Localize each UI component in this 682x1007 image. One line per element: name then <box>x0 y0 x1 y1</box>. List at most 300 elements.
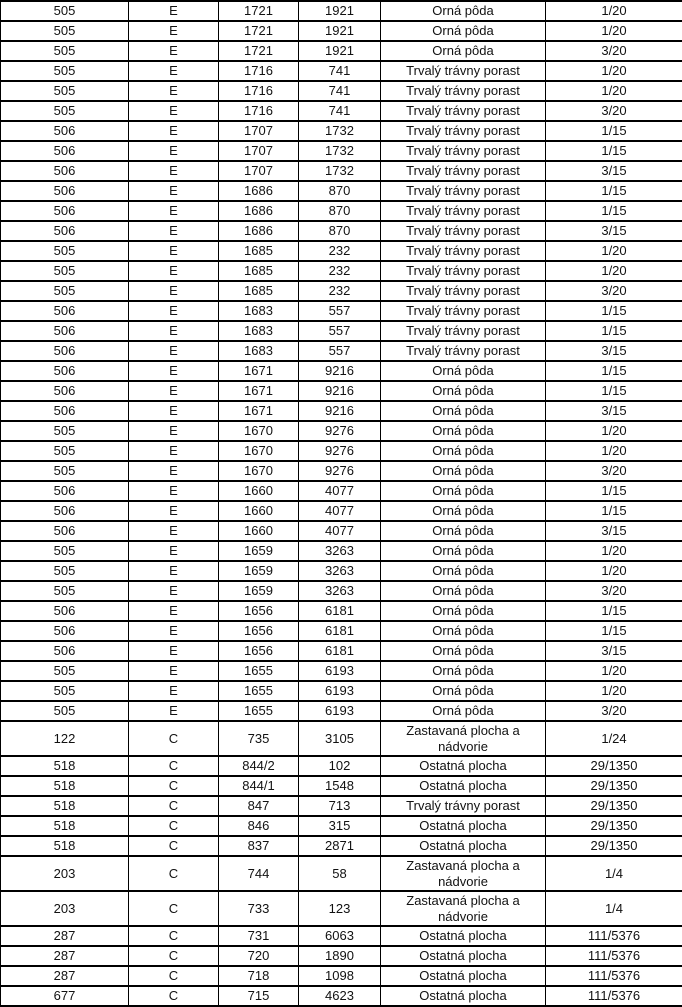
table-cell: 518 <box>1 816 129 836</box>
table-cell: E <box>129 181 219 201</box>
table-cell: 557 <box>299 301 381 321</box>
table-cell: 506 <box>1 141 129 161</box>
table-row <box>1 21 682 41</box>
table-cell: 1656 <box>219 601 299 621</box>
table-cell: 1/15 <box>546 361 682 381</box>
table-cell: 518 <box>1 756 129 776</box>
table-cell: 3/15 <box>546 401 682 421</box>
table-cell: E <box>129 681 219 701</box>
table-cell: 1655 <box>219 661 299 681</box>
table-cell: 1/15 <box>546 181 682 201</box>
table-cell: Ostatná plocha <box>381 986 546 1006</box>
table-cell: Orná pôda <box>381 561 546 581</box>
table-cell: Orná pôda <box>381 601 546 621</box>
table-cell: E <box>129 21 219 41</box>
table-cell: Zastavaná plocha a nádvorie <box>381 891 546 926</box>
table-cell: 505 <box>1 441 129 461</box>
table-cell: 505 <box>1 661 129 681</box>
table-cell: E <box>129 121 219 141</box>
table-cell: 1686 <box>219 181 299 201</box>
table-cell: 506 <box>1 121 129 141</box>
table-cell: 122 <box>1 721 129 756</box>
table-row <box>1 281 682 301</box>
table-body <box>1 1 682 1006</box>
table-cell: 2871 <box>299 836 381 856</box>
table-cell: 1716 <box>219 61 299 81</box>
table-cell: 506 <box>1 381 129 401</box>
table-cell: 718 <box>219 966 299 986</box>
table-cell: 506 <box>1 361 129 381</box>
table-cell: E <box>129 261 219 281</box>
table-cell: Ostatná plocha <box>381 756 546 776</box>
table-cell: C <box>129 836 219 856</box>
table-cell: 720 <box>219 946 299 966</box>
table-cell: 1/15 <box>546 301 682 321</box>
table-cell: 4077 <box>299 501 381 521</box>
table-cell: 1659 <box>219 561 299 581</box>
table-cell: 6181 <box>299 601 381 621</box>
table-cell: Orná pôda <box>381 441 546 461</box>
table-cell: 1685 <box>219 261 299 281</box>
table-cell: Trvalý trávny porast <box>381 61 546 81</box>
table-cell: 58 <box>299 856 381 891</box>
table-cell: 3/20 <box>546 281 682 301</box>
table-cell: C <box>129 946 219 966</box>
table-row <box>1 221 682 241</box>
table-cell: E <box>129 201 219 221</box>
table-row <box>1 421 682 441</box>
table-row <box>1 261 682 281</box>
table-cell: 506 <box>1 321 129 341</box>
table-cell: 3105 <box>299 721 381 756</box>
table-cell: 505 <box>1 81 129 101</box>
table-cell: 713 <box>299 796 381 816</box>
table-row <box>1 141 682 161</box>
table-cell: 287 <box>1 946 129 966</box>
table-cell: E <box>129 641 219 661</box>
table-cell: C <box>129 891 219 926</box>
table-cell: E <box>129 1 219 21</box>
table-cell: Orná pôda <box>381 1 546 21</box>
table-cell: 3/20 <box>546 41 682 61</box>
table-cell: E <box>129 501 219 521</box>
table-cell: E <box>129 241 219 261</box>
table-cell: 1/4 <box>546 891 682 926</box>
table-cell: 1/20 <box>546 681 682 701</box>
table-cell: C <box>129 856 219 891</box>
table-cell: 203 <box>1 856 129 891</box>
table-cell: 518 <box>1 776 129 796</box>
table-row <box>1 926 682 946</box>
table-cell: 3/15 <box>546 161 682 181</box>
table-cell: 29/1350 <box>546 816 682 836</box>
table-cell: 844/2 <box>219 756 299 776</box>
table-cell: Ostatná plocha <box>381 946 546 966</box>
table-cell: 1659 <box>219 541 299 561</box>
table-cell: 1683 <box>219 341 299 361</box>
table-cell: E <box>129 481 219 501</box>
table-cell: 1716 <box>219 101 299 121</box>
table-cell: E <box>129 621 219 641</box>
table-cell: 506 <box>1 621 129 641</box>
table-cell: 1686 <box>219 201 299 221</box>
table-cell: 1/20 <box>546 561 682 581</box>
table-cell: 1/4 <box>546 856 682 891</box>
table-row <box>1 481 682 501</box>
table-cell: 1/20 <box>546 261 682 281</box>
table-cell: 1/15 <box>546 321 682 341</box>
table-cell: 3/15 <box>546 221 682 241</box>
table-cell: 1732 <box>299 121 381 141</box>
table-cell: 1/20 <box>546 241 682 261</box>
table-cell: Trvalý trávny porast <box>381 341 546 361</box>
table-cell: 1660 <box>219 481 299 501</box>
table-cell: 315 <box>299 816 381 836</box>
table-cell: Orná pôda <box>381 521 546 541</box>
table-row <box>1 796 682 816</box>
table-cell: 6063 <box>299 926 381 946</box>
table-cell: E <box>129 361 219 381</box>
table-cell: Orná pôda <box>381 701 546 721</box>
table-row <box>1 341 682 361</box>
table-cell: 1/24 <box>546 721 682 756</box>
table-cell: 1659 <box>219 581 299 601</box>
table-row <box>1 891 682 926</box>
table-cell: E <box>129 701 219 721</box>
table-row <box>1 966 682 986</box>
table-cell: 506 <box>1 601 129 621</box>
table-cell: Orná pôda <box>381 381 546 401</box>
table-row <box>1 756 682 776</box>
table-cell: E <box>129 141 219 161</box>
table-cell: 1/15 <box>546 501 682 521</box>
table-cell: Orná pôda <box>381 681 546 701</box>
table-cell: 287 <box>1 926 129 946</box>
table-cell: 870 <box>299 221 381 241</box>
table-cell: 1/20 <box>546 661 682 681</box>
table-row <box>1 776 682 796</box>
table-row <box>1 201 682 221</box>
table-cell: C <box>129 816 219 836</box>
table-cell: 123 <box>299 891 381 926</box>
table-cell: 505 <box>1 261 129 281</box>
table-cell: 1656 <box>219 641 299 661</box>
table-cell: E <box>129 61 219 81</box>
table-cell: 9276 <box>299 441 381 461</box>
table-cell: 287 <box>1 966 129 986</box>
table-cell: 3/15 <box>546 641 682 661</box>
table-cell: 1/20 <box>546 421 682 441</box>
table-row <box>1 521 682 541</box>
table-cell: 506 <box>1 641 129 661</box>
table-cell: 677 <box>1 986 129 1006</box>
table-cell: 1732 <box>299 161 381 181</box>
table-cell: 1721 <box>219 41 299 61</box>
table-cell: 557 <box>299 341 381 361</box>
table-cell: 232 <box>299 281 381 301</box>
table-cell: 1732 <box>299 141 381 161</box>
table-cell: 505 <box>1 61 129 81</box>
table-row <box>1 681 682 701</box>
table-cell: Orná pôda <box>381 401 546 421</box>
table-cell: 6181 <box>299 621 381 641</box>
table-cell: 6181 <box>299 641 381 661</box>
table-cell: 1/20 <box>546 1 682 21</box>
table-cell: 9216 <box>299 381 381 401</box>
table-cell: 3/20 <box>546 101 682 121</box>
table-cell: E <box>129 221 219 241</box>
table-cell: 1/15 <box>546 481 682 501</box>
table-cell: 1716 <box>219 81 299 101</box>
table-row <box>1 241 682 261</box>
table-cell: E <box>129 541 219 561</box>
table-cell: 1/15 <box>546 601 682 621</box>
table-row <box>1 321 682 341</box>
table-cell: 1670 <box>219 441 299 461</box>
table-row <box>1 856 682 891</box>
table-cell: 3/20 <box>546 701 682 721</box>
table-cell: 232 <box>299 241 381 261</box>
table-cell: Trvalý trávny porast <box>381 221 546 241</box>
table-cell: 1707 <box>219 141 299 161</box>
table-cell: E <box>129 521 219 541</box>
table-cell: Trvalý trávny porast <box>381 141 546 161</box>
table-cell: 557 <box>299 321 381 341</box>
table-cell: 505 <box>1 461 129 481</box>
table-cell: 518 <box>1 796 129 816</box>
table-cell: 846 <box>219 816 299 836</box>
table-row <box>1 61 682 81</box>
table-cell: 505 <box>1 421 129 441</box>
table-cell: 735 <box>219 721 299 756</box>
table-cell: C <box>129 796 219 816</box>
table-row <box>1 301 682 321</box>
table-cell: E <box>129 321 219 341</box>
table-cell: 844/1 <box>219 776 299 796</box>
table-row <box>1 721 682 756</box>
table-cell: Trvalý trávny porast <box>381 796 546 816</box>
table-cell: 506 <box>1 481 129 501</box>
table-cell: 1921 <box>299 41 381 61</box>
table-cell: 506 <box>1 181 129 201</box>
table-cell: Trvalý trávny porast <box>381 301 546 321</box>
table-cell: C <box>129 756 219 776</box>
table-cell: 1921 <box>299 1 381 21</box>
table-row <box>1 816 682 836</box>
table-cell: 3263 <box>299 561 381 581</box>
table-row <box>1 661 682 681</box>
table-cell: Orná pôda <box>381 421 546 441</box>
table-cell: 715 <box>219 986 299 1006</box>
table-row <box>1 836 682 856</box>
table-cell: 29/1350 <box>546 776 682 796</box>
table-row <box>1 441 682 461</box>
table-row <box>1 601 682 621</box>
table-row <box>1 101 682 121</box>
table-cell: 1/15 <box>546 381 682 401</box>
table-cell: 4077 <box>299 521 381 541</box>
table-cell: 505 <box>1 541 129 561</box>
table-cell: 870 <box>299 181 381 201</box>
table-row <box>1 41 682 61</box>
table-cell: Orná pôda <box>381 501 546 521</box>
table-cell: 505 <box>1 41 129 61</box>
table-cell: 505 <box>1 561 129 581</box>
table-cell: 847 <box>219 796 299 816</box>
table-cell: 744 <box>219 856 299 891</box>
table-cell: 1686 <box>219 221 299 241</box>
table-cell: E <box>129 561 219 581</box>
table-cell: Orná pôda <box>381 461 546 481</box>
table-cell: 506 <box>1 521 129 541</box>
table-row <box>1 946 682 966</box>
table-cell: 3/20 <box>546 581 682 601</box>
table-cell: 1/15 <box>546 121 682 141</box>
table-cell: Orná pôda <box>381 541 546 561</box>
table-row <box>1 401 682 421</box>
table-cell: 731 <box>219 926 299 946</box>
table-cell: Trvalý trávny porast <box>381 181 546 201</box>
table-cell: 4077 <box>299 481 381 501</box>
table-cell: 1890 <box>299 946 381 966</box>
table-cell: 505 <box>1 281 129 301</box>
table-cell: E <box>129 101 219 121</box>
table-cell: 102 <box>299 756 381 776</box>
table-cell: 9216 <box>299 361 381 381</box>
table-cell: 1/15 <box>546 141 682 161</box>
table-cell: C <box>129 986 219 1006</box>
table-cell: 505 <box>1 1 129 21</box>
table-cell: E <box>129 341 219 361</box>
table-cell: 1921 <box>299 21 381 41</box>
table-cell: 111/5376 <box>546 966 682 986</box>
table-cell: Trvalý trávny porast <box>381 261 546 281</box>
table-cell: Trvalý trávny porast <box>381 161 546 181</box>
table-cell: Ostatná plocha <box>381 816 546 836</box>
table-cell: Trvalý trávny porast <box>381 81 546 101</box>
table-cell: 6193 <box>299 661 381 681</box>
table-cell: 870 <box>299 201 381 221</box>
table-cell: C <box>129 926 219 946</box>
table-cell: E <box>129 301 219 321</box>
table-row <box>1 461 682 481</box>
table-cell: E <box>129 381 219 401</box>
table-cell: E <box>129 441 219 461</box>
table-cell: 506 <box>1 221 129 241</box>
table-cell: 1671 <box>219 381 299 401</box>
table-cell: 505 <box>1 21 129 41</box>
table-cell: Orná pôda <box>381 621 546 641</box>
table-cell: 506 <box>1 301 129 321</box>
table-cell: 1548 <box>299 776 381 796</box>
table-row <box>1 641 682 661</box>
table-cell: 1671 <box>219 401 299 421</box>
table-row <box>1 381 682 401</box>
table-cell: 741 <box>299 101 381 121</box>
table-cell: 1721 <box>219 1 299 21</box>
table-cell: Ostatná plocha <box>381 836 546 856</box>
table-cell: 9276 <box>299 461 381 481</box>
table-cell: Trvalý trávny porast <box>381 281 546 301</box>
table-cell: 506 <box>1 501 129 521</box>
table-cell: 505 <box>1 581 129 601</box>
table-row <box>1 701 682 721</box>
table-cell: 1721 <box>219 21 299 41</box>
table-cell: 1/20 <box>546 441 682 461</box>
table-cell: E <box>129 421 219 441</box>
table-cell: Ostatná plocha <box>381 966 546 986</box>
table-cell: Orná pôda <box>381 21 546 41</box>
table-cell: 837 <box>219 836 299 856</box>
table-cell: 29/1350 <box>546 756 682 776</box>
table-cell: 1660 <box>219 521 299 541</box>
table-cell: 3263 <box>299 581 381 601</box>
table-cell: 1671 <box>219 361 299 381</box>
table-cell: 506 <box>1 161 129 181</box>
table-cell: 3/20 <box>546 461 682 481</box>
table-cell: 1655 <box>219 681 299 701</box>
table-cell: E <box>129 661 219 681</box>
table-cell: Orná pôda <box>381 581 546 601</box>
table-row <box>1 361 682 381</box>
table-row <box>1 501 682 521</box>
table-row <box>1 621 682 641</box>
table-cell: Trvalý trávny porast <box>381 321 546 341</box>
table-cell: 1685 <box>219 281 299 301</box>
table-cell: E <box>129 81 219 101</box>
table-cell: 1655 <box>219 701 299 721</box>
table-cell: 506 <box>1 341 129 361</box>
table-cell: 1707 <box>219 161 299 181</box>
table-cell: 1670 <box>219 421 299 441</box>
table-cell: 733 <box>219 891 299 926</box>
table-cell: 6193 <box>299 681 381 701</box>
table-cell: Orná pôda <box>381 361 546 381</box>
table-cell: C <box>129 966 219 986</box>
table-cell: 3/15 <box>546 521 682 541</box>
table-cell: C <box>129 721 219 756</box>
table-cell: Orná pôda <box>381 641 546 661</box>
table-cell: 1/15 <box>546 201 682 221</box>
table-cell: 741 <box>299 61 381 81</box>
table-cell: 3263 <box>299 541 381 561</box>
table-cell: Orná pôda <box>381 41 546 61</box>
table-row <box>1 581 682 601</box>
table-cell: 1707 <box>219 121 299 141</box>
table-cell: 505 <box>1 101 129 121</box>
table-row <box>1 1 682 21</box>
table-row <box>1 81 682 101</box>
table-cell: Trvalý trávny porast <box>381 201 546 221</box>
table-cell: 29/1350 <box>546 836 682 856</box>
table-cell: 1/20 <box>546 21 682 41</box>
table-cell: Ostatná plocha <box>381 776 546 796</box>
table-row <box>1 541 682 561</box>
table-cell: E <box>129 161 219 181</box>
table-cell: 9216 <box>299 401 381 421</box>
table-row <box>1 161 682 181</box>
table-cell: Zastavaná plocha a nádvorie <box>381 856 546 891</box>
table-cell: 1670 <box>219 461 299 481</box>
table-cell: E <box>129 401 219 421</box>
table-cell: 1/20 <box>546 61 682 81</box>
table-cell: 111/5376 <box>546 986 682 1006</box>
table-cell: 6193 <box>299 701 381 721</box>
table-cell: 518 <box>1 836 129 856</box>
table-cell: E <box>129 581 219 601</box>
table-cell: E <box>129 461 219 481</box>
table-row <box>1 121 682 141</box>
